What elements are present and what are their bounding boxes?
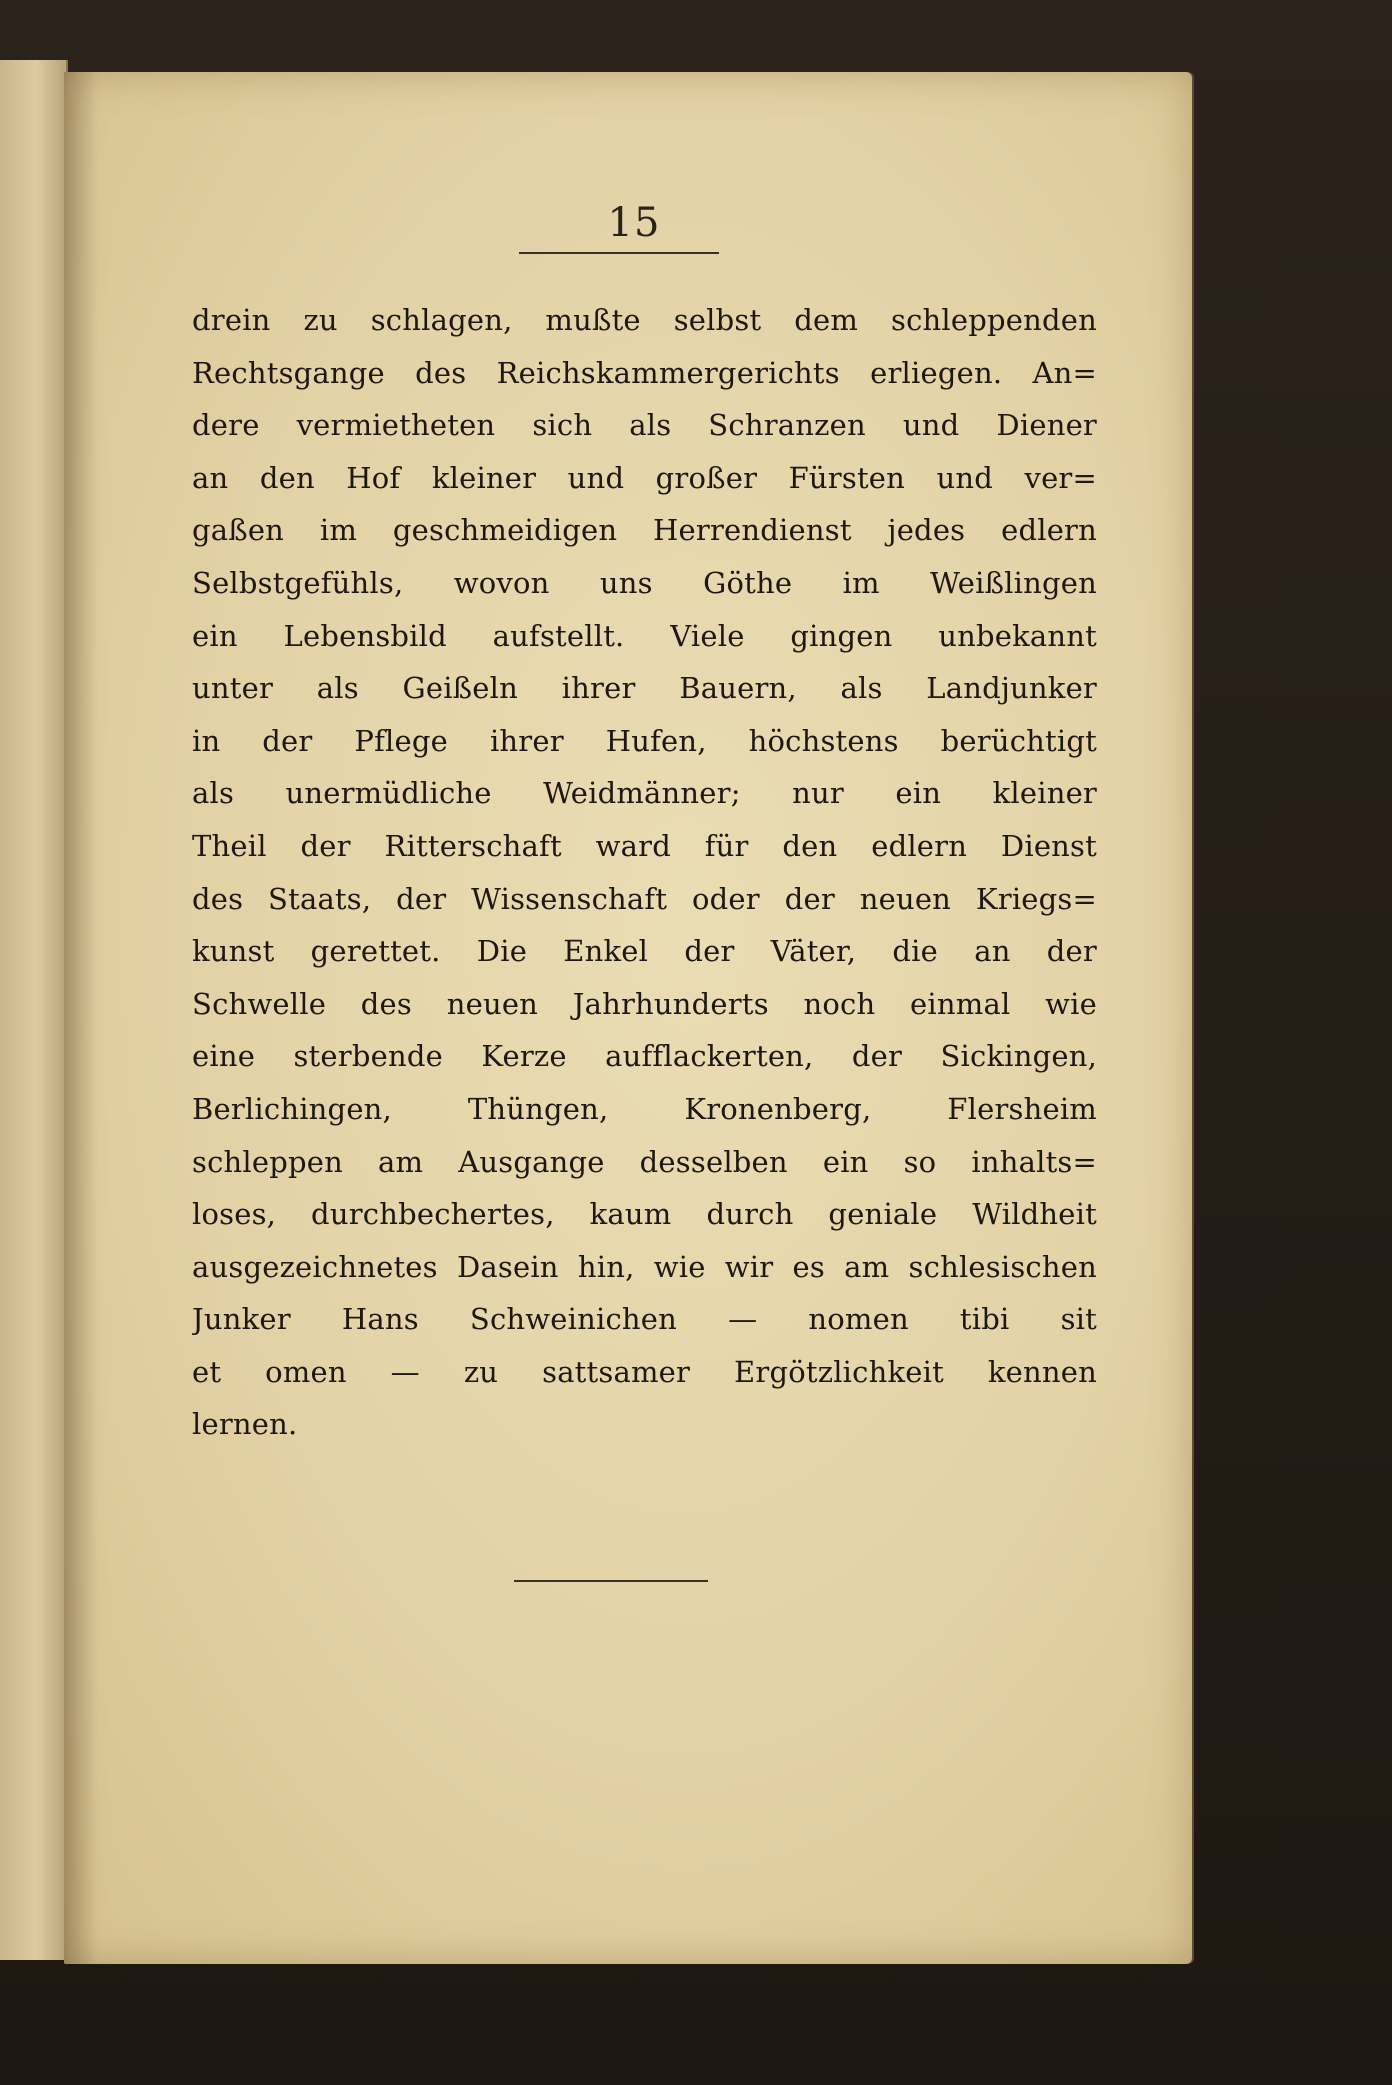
text-line: des Staats, der Wissenschaft oder der neuen Kriegs= — [192, 881, 1097, 916]
book-page — [64, 72, 1192, 1964]
text-line: Junker Hans Schweinichen — nomen tibi sit — [192, 1302, 1097, 1337]
text-line: eine sterbende Kerze aufflackerten, der Sickingen, — [192, 1039, 1097, 1074]
text-line: drein zu schlagen, mußte selbst dem schleppenden — [192, 303, 1097, 337]
page-number: 15 — [607, 200, 661, 246]
text-line: dere vermietheten sich als Schranzen und Diener — [192, 408, 1097, 443]
text-line: Theil der Ritterschaft ward für den edlern Dienst — [192, 828, 1097, 863]
text-line: schleppen am Ausgange desselben ein so inhalts= — [192, 1144, 1097, 1179]
text-line: loses, durchbechertes, kaum durch geniale Wildheit — [192, 1197, 1097, 1232]
text-line: als unermüdliche Weidmänner; nur ein kleiner — [192, 776, 1097, 811]
text-line: gaßen im geschmeidigen Herrendienst jedes edlern — [192, 513, 1097, 548]
text-line: Selbstgefühls, wovon uns Göthe im Weißlingen — [192, 565, 1097, 600]
text-line: Schwelle des neuen Jahrhunderts noch einmal wie — [192, 986, 1097, 1021]
end-rule — [514, 1580, 708, 1582]
facing-page-edge — [0, 60, 68, 1960]
text-line: Berlichingen, Thüngen, Kronenberg, Flersheim — [192, 1091, 1097, 1126]
text-line: an den Hof kleiner und großer Fürsten und ver= — [192, 460, 1097, 495]
page-gutter-shadow — [64, 72, 98, 1964]
text-line: lernen. — [192, 1407, 298, 1442]
text-line: et omen — zu sattsamer Ergötzlichkeit kennen — [192, 1354, 1097, 1389]
text-line: Rechtsgange des Reichskammergerichts erliegen. An= — [192, 355, 1097, 390]
text-line: kunst gerettet. Die Enkel der Väter, die an der — [192, 934, 1097, 969]
header-rule — [519, 252, 719, 254]
text-line: in der Pflege ihrer Hufen, höchstens berüchtigt — [192, 723, 1097, 758]
text-line: ausgezeichnetes Dasein hin, wie wir es am schlesischen — [192, 1249, 1097, 1284]
text-line: unter als Geißeln ihrer Bauern, als Landjunker — [192, 671, 1097, 706]
body-text — [192, 294, 1097, 1451]
text-line: ein Lebensbild aufstellt. Viele gingen unbekannt — [192, 618, 1097, 653]
